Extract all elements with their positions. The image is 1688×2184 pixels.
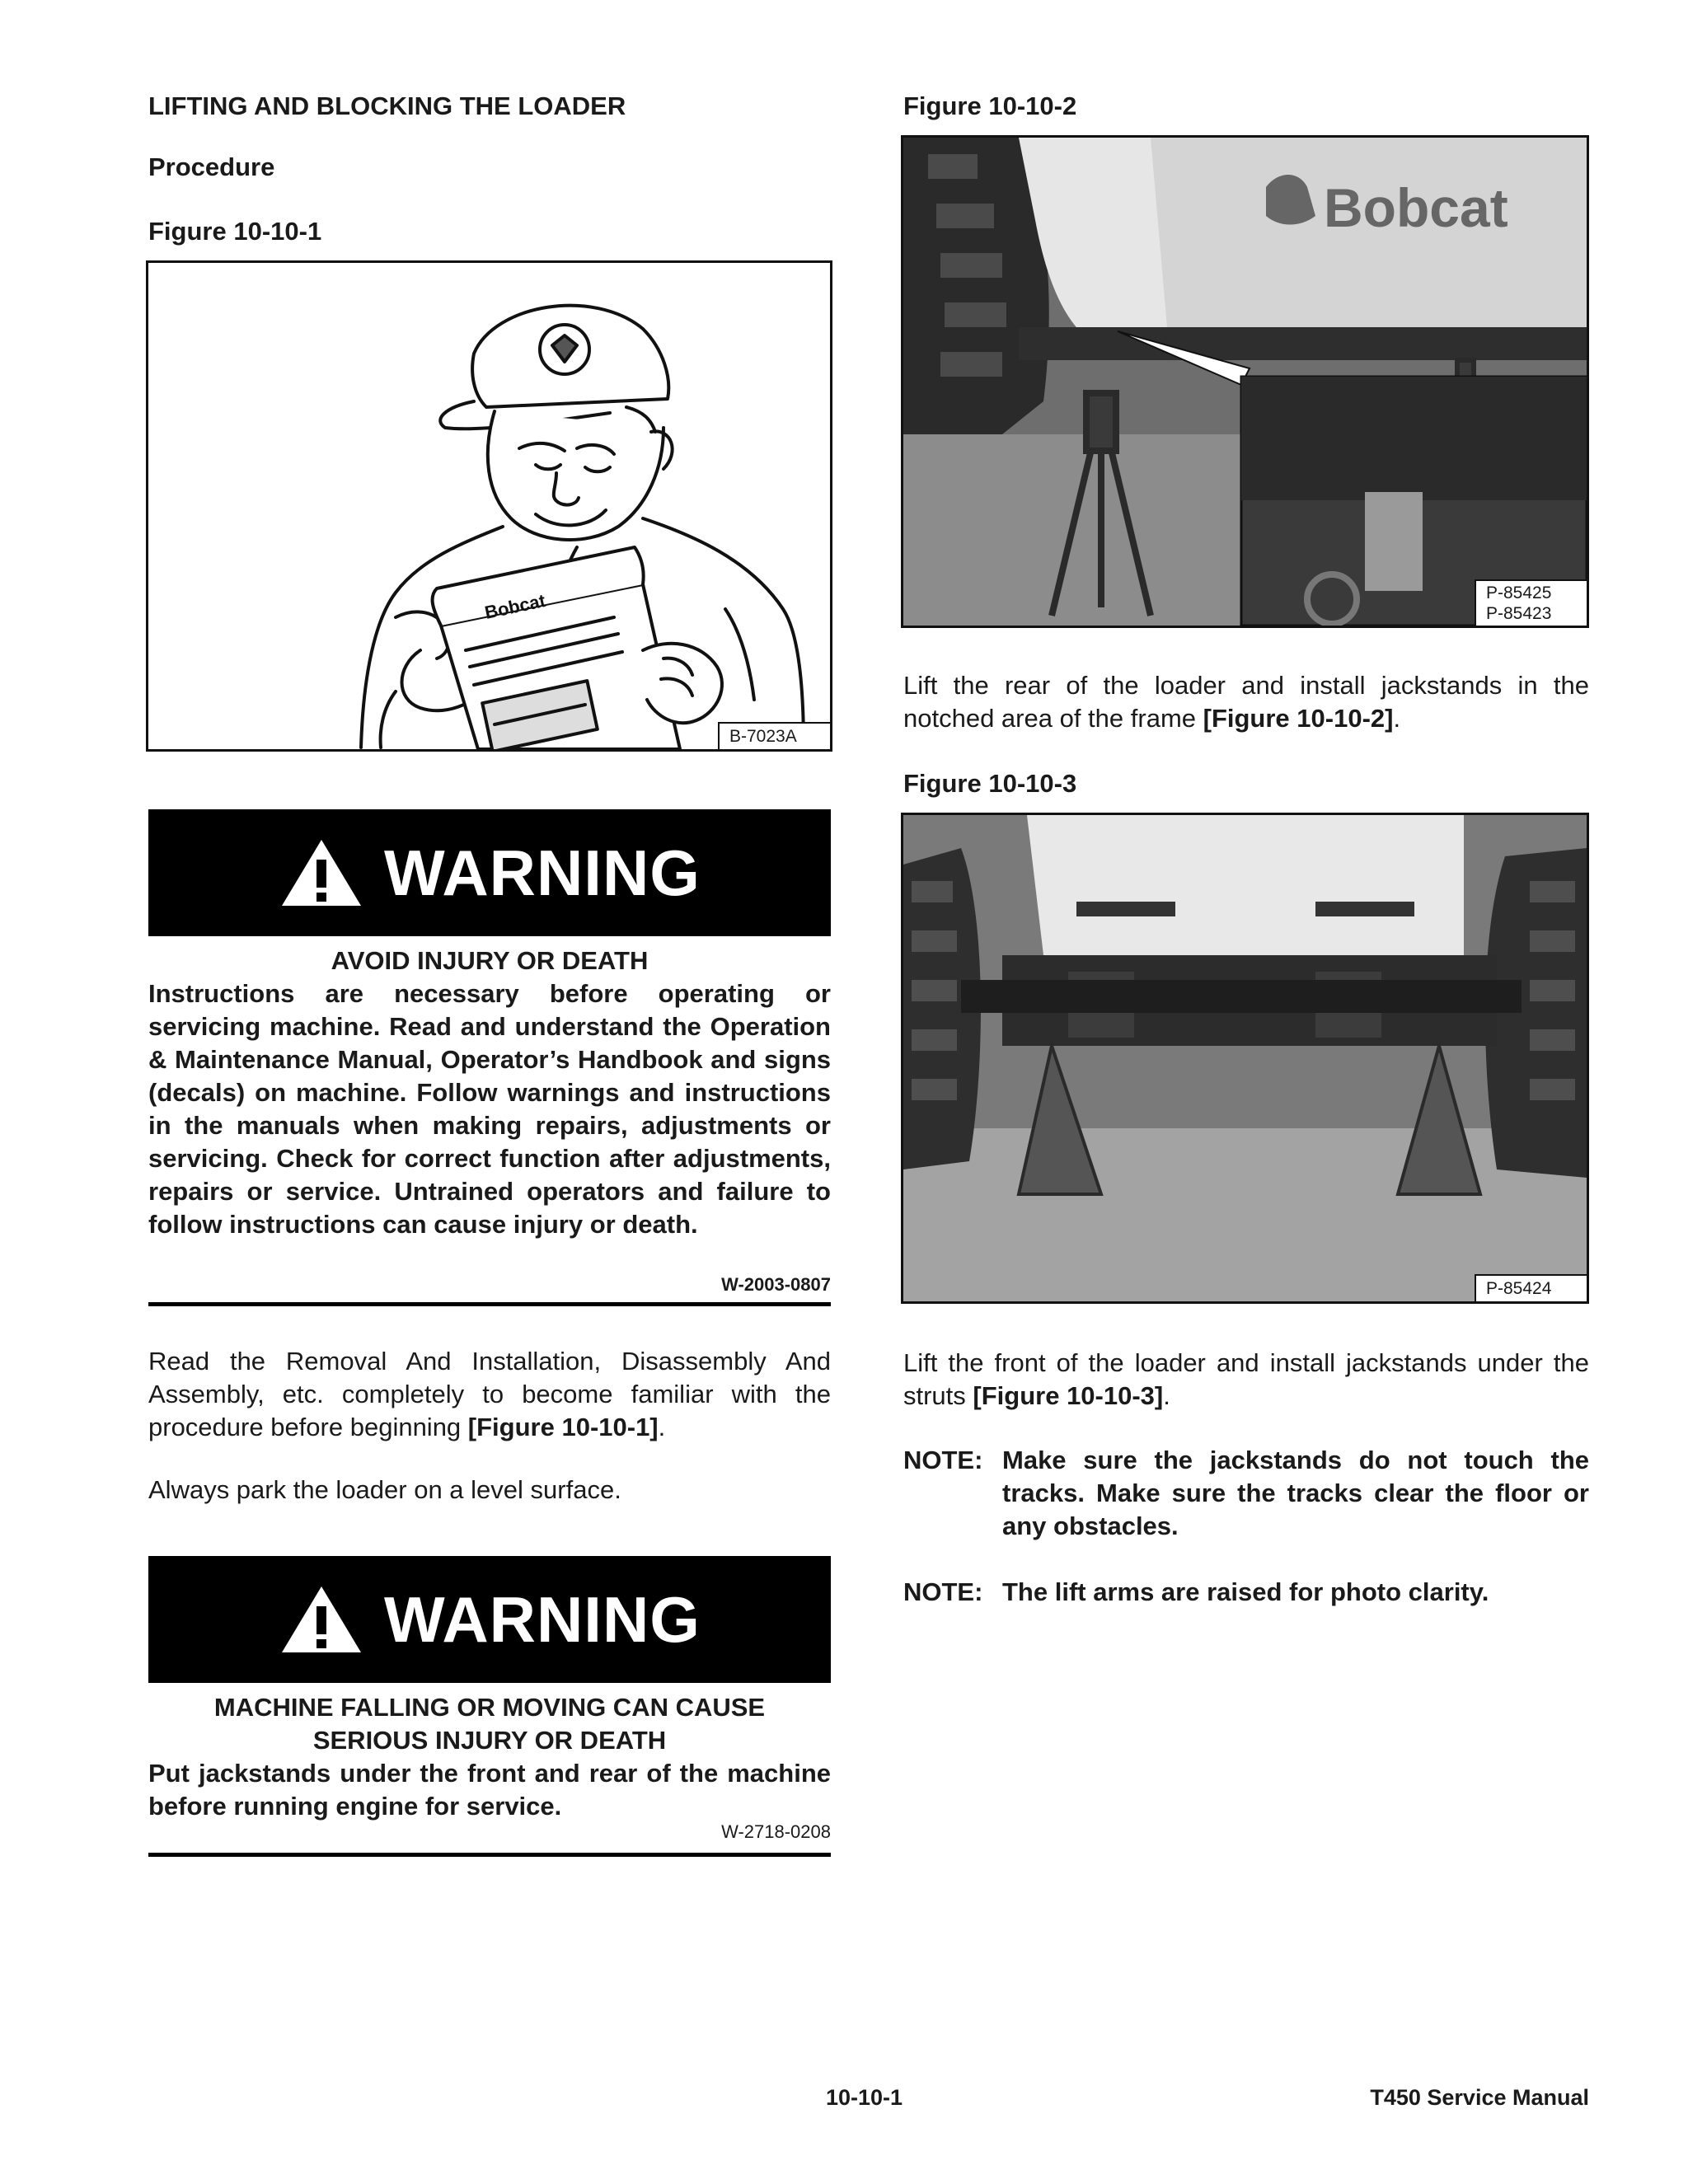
page-number: 10-10-1 — [826, 2085, 903, 2110]
figure-caption: Figure 10-10-2 — [903, 91, 1077, 120]
man-reading-manual-illustration — [148, 263, 830, 749]
svg-text:Bobcat: Bobcat — [482, 589, 547, 623]
instruction-paragraph: Lift the front of the loader and install jackstands under the struts [Figure 10-10-3]. — [903, 1348, 1589, 1410]
note-text: The lift arms are raised for photo clarity. — [1002, 1577, 1489, 1606]
note — [903, 1576, 1589, 1609]
warning-banner — [148, 809, 831, 936]
warning-divider — [148, 1302, 831, 1306]
warning-code: W-2718-0208 — [721, 1821, 831, 1842]
warning-text: Put jackstands under the front and rear of the machine before running engine for service. — [148, 1759, 831, 1821]
figure-reference: [Figure 10-10-2] — [1203, 704, 1394, 733]
note-label: NOTE: — [903, 1446, 983, 1474]
front-jackstand-photo — [903, 815, 1587, 1301]
warning-triangle-icon — [279, 837, 364, 909]
bobcat-logo-text: Bobcat — [1324, 177, 1508, 238]
note-text: Make sure the jackstands do not touch the tracks. Make sure the tracks clear the floor or any obstacles. — [1002, 1446, 1589, 1540]
note-label: NOTE: — [903, 1577, 983, 1606]
figure-ref-label: B-7023A — [718, 722, 830, 749]
warning-triangle-icon — [279, 1583, 364, 1656]
figure-10-10-1 — [146, 260, 832, 752]
figure-10-10-2 — [901, 135, 1589, 628]
note — [903, 1444, 1589, 1543]
rear-jackstand-photo — [903, 138, 1587, 626]
warning-divider — [148, 1853, 831, 1857]
figure-reference: [Figure 10-10-1] — [467, 1413, 659, 1441]
instruction-paragraph: Always park the loader on a level surface. — [148, 1475, 621, 1504]
section-title: LIFTING AND BLOCKING THE LOADER — [148, 91, 626, 120]
warning-banner — [148, 1556, 831, 1683]
warning-text: Instructions are necessary before operating or servicing machine. Read and understand the Operation & Maintenance Manual, Operator’s Handbook and signs (decals) on machine. Follow warnings and instructions in the manuals when making repairs, adjustments or servicing. Check for correct function after adjustments, repairs or service. Untrained operators and failure to follow instructions can cause injury or death. — [148, 979, 831, 1239]
instruction-paragraph: Read the Removal And Installation, Disassembly And Assembly, etc. completely to become familiar with the procedure before beginning [Figure 10-10-1]. — [148, 1347, 831, 1441]
warning-title: AVOID INJURY OR DEATH — [331, 946, 649, 975]
figure-caption: Figure 10-10-1 — [148, 217, 322, 246]
warning-label: WARNING — [384, 836, 701, 909]
manual-title: T450 Service Manual — [1370, 2085, 1589, 2110]
instruction-paragraph: Lift the rear of the loader and install jackstands in the notched area of the frame [Figure 10-10-2]. — [903, 671, 1589, 733]
figure-caption: Figure 10-10-3 — [903, 769, 1077, 798]
figure-10-10-3 — [901, 813, 1589, 1304]
figure-reference: [Figure 10-10-3] — [973, 1381, 1164, 1410]
warning-label: WARNING — [384, 1582, 701, 1656]
warning-code: W-2003-0807 — [721, 1274, 831, 1295]
figure-ref-label: P-85424 — [1475, 1274, 1587, 1301]
figure-ref-label: P-85425 P-85423 — [1475, 579, 1587, 626]
subsection-title: Procedure — [148, 152, 275, 181]
warning-title: MACHINE FALLING OR MOVING CAN CAUSE SERIOUS INJURY OR DEATH — [213, 1693, 766, 1755]
